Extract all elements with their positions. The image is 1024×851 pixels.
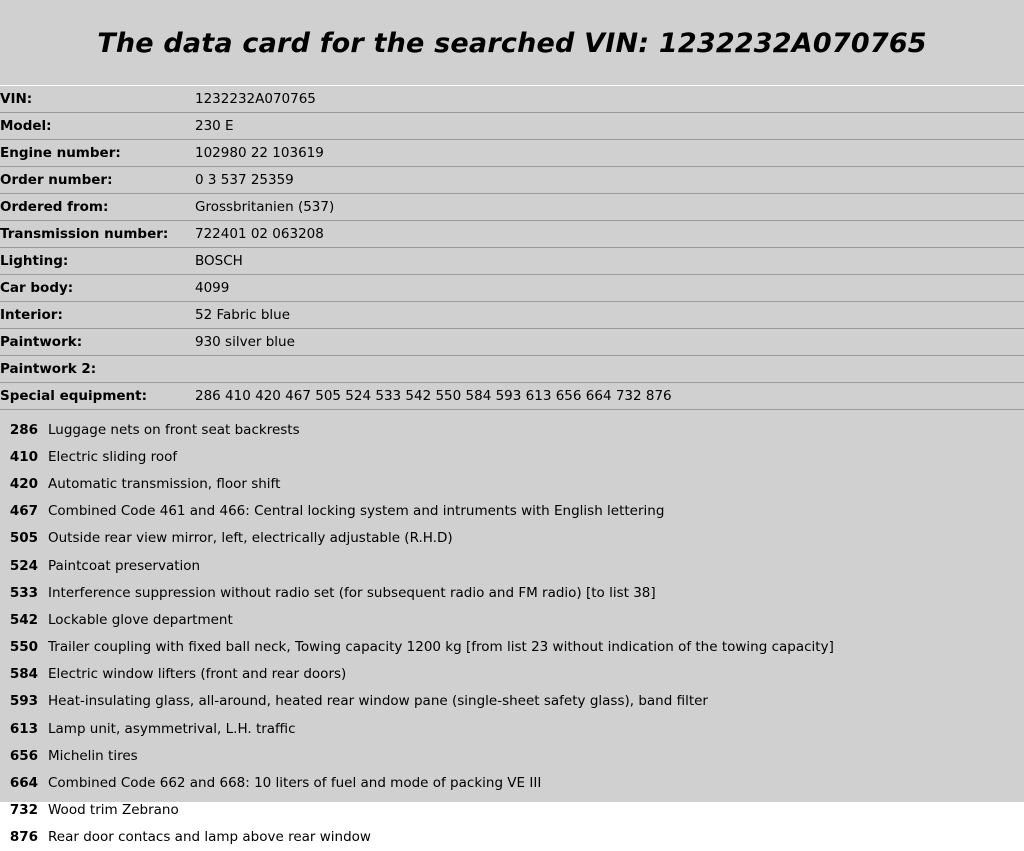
field-value: BOSCH xyxy=(195,253,243,269)
equipment-description: Combined Code 461 and 466: Central locking system and intruments with English lettering xyxy=(48,503,665,520)
table-row xyxy=(0,86,1024,113)
page-title: The data card for the searched VIN: 1232232A070765 xyxy=(97,28,927,59)
list-item xyxy=(0,416,1024,443)
equipment-description: Heat-insulating glass, all-around, heated rear window pane (single-sheet safety glass), band filter xyxy=(48,693,708,710)
table-row xyxy=(0,302,1024,329)
equipment-description: Combined Code 662 and 668: 10 liters of fuel and mode of packing VE III xyxy=(48,775,542,792)
list-item xyxy=(0,552,1024,579)
equipment-code: 505 xyxy=(9,530,38,547)
table-row xyxy=(0,248,1024,275)
list-item xyxy=(0,443,1024,470)
field-value xyxy=(195,356,1024,383)
equipment-description: Electric window lifters (front and rear doors) xyxy=(48,666,347,683)
equipment-description: Outside rear view mirror, left, electrically adjustable (R.H.D) xyxy=(48,530,453,547)
equipment-description: Electric sliding roof xyxy=(48,448,178,465)
equipment-code: 420 xyxy=(9,475,38,492)
field-label: Paintwork 2: xyxy=(0,361,97,377)
table-row xyxy=(0,140,1024,167)
equipment-description: Wood trim Zebrano xyxy=(48,802,179,819)
equipment-description: Trailer coupling with fixed ball neck, Towing capacity 1200 kg [from list 23 without indication of the towing capacity] xyxy=(48,639,834,656)
equipment-description: Automatic transmission, floor shift xyxy=(48,475,281,492)
list-item xyxy=(0,525,1024,552)
list-item xyxy=(0,824,1024,851)
table-row xyxy=(0,194,1024,221)
equipment-code: 664 xyxy=(9,775,38,792)
field-value: 1232232A070765 xyxy=(195,91,316,107)
list-item xyxy=(0,579,1024,606)
field-label: Ordered from: xyxy=(0,199,109,215)
equipment-code: 542 xyxy=(9,611,38,628)
field-value: Grossbritanien (537) xyxy=(195,199,335,215)
vin-data-table-body xyxy=(0,86,1024,410)
field-value: 286 410 420 467 505 524 533 542 550 584 593 613 656 664 732 876 xyxy=(195,388,672,404)
field-label: Interior: xyxy=(0,307,63,323)
field-label: Car body: xyxy=(0,280,74,296)
field-value: 930 silver blue xyxy=(195,334,295,350)
equipment-description: Interference suppression without radio set (for subsequent radio and FM radio) [to list 38] xyxy=(48,584,656,601)
list-item xyxy=(0,688,1024,715)
list-item xyxy=(0,715,1024,742)
equipment-code: 524 xyxy=(9,557,38,574)
equipment-code: 656 xyxy=(9,747,38,764)
equipment-code: 613 xyxy=(9,720,38,737)
equipment-description: Lockable glove department xyxy=(48,611,233,628)
field-value: 52 Fabric blue xyxy=(195,307,291,323)
field-label: Order number: xyxy=(0,172,113,188)
equipment-description: Luggage nets on front seat backrests xyxy=(48,421,300,438)
equipment-description: Paintcoat preservation xyxy=(48,557,201,574)
field-label: Transmission number: xyxy=(0,226,169,242)
field-label: Lighting: xyxy=(0,253,69,269)
list-item xyxy=(0,742,1024,769)
equipment-code: 584 xyxy=(9,666,38,683)
table-row xyxy=(0,383,1024,410)
equipment-code: 410 xyxy=(9,448,38,465)
table-row xyxy=(0,329,1024,356)
list-item xyxy=(0,470,1024,497)
field-label: Paintwork: xyxy=(0,334,83,350)
equipment-code: 550 xyxy=(9,639,38,656)
table-row xyxy=(0,221,1024,248)
list-item xyxy=(0,797,1024,824)
list-item xyxy=(0,606,1024,633)
field-label: Engine number: xyxy=(0,145,121,161)
special-equipment-list xyxy=(0,410,1024,851)
equipment-code: 467 xyxy=(9,503,38,520)
field-label: VIN: xyxy=(0,91,33,107)
equipment-code: 593 xyxy=(9,693,38,710)
list-item xyxy=(0,498,1024,525)
equipment-code: 876 xyxy=(9,829,38,846)
table-row xyxy=(0,356,1024,383)
table-row xyxy=(0,113,1024,140)
field-label: Model: xyxy=(0,118,52,134)
list-item xyxy=(0,661,1024,688)
table-row xyxy=(0,275,1024,302)
field-value: 102980 22 103619 xyxy=(195,145,324,161)
table-row xyxy=(0,167,1024,194)
vin-data-table xyxy=(0,85,1024,410)
list-item xyxy=(0,769,1024,796)
field-value: 230 E xyxy=(195,118,234,134)
field-label: Special equipment: xyxy=(0,388,148,404)
equipment-description: Michelin tires xyxy=(48,747,138,764)
equipment-description: Rear door contacs and lamp above rear window xyxy=(48,829,371,846)
equipment-code: 533 xyxy=(9,584,38,601)
field-value: 722401 02 063208 xyxy=(195,226,324,242)
list-item xyxy=(0,634,1024,661)
equipment-description: Lamp unit, asymmetrival, L.H. traffic xyxy=(48,720,296,737)
equipment-code: 286 xyxy=(9,421,38,438)
field-value: 0 3 537 25359 xyxy=(195,172,294,188)
field-value: 4099 xyxy=(195,280,230,296)
equipment-code: 732 xyxy=(9,802,38,819)
